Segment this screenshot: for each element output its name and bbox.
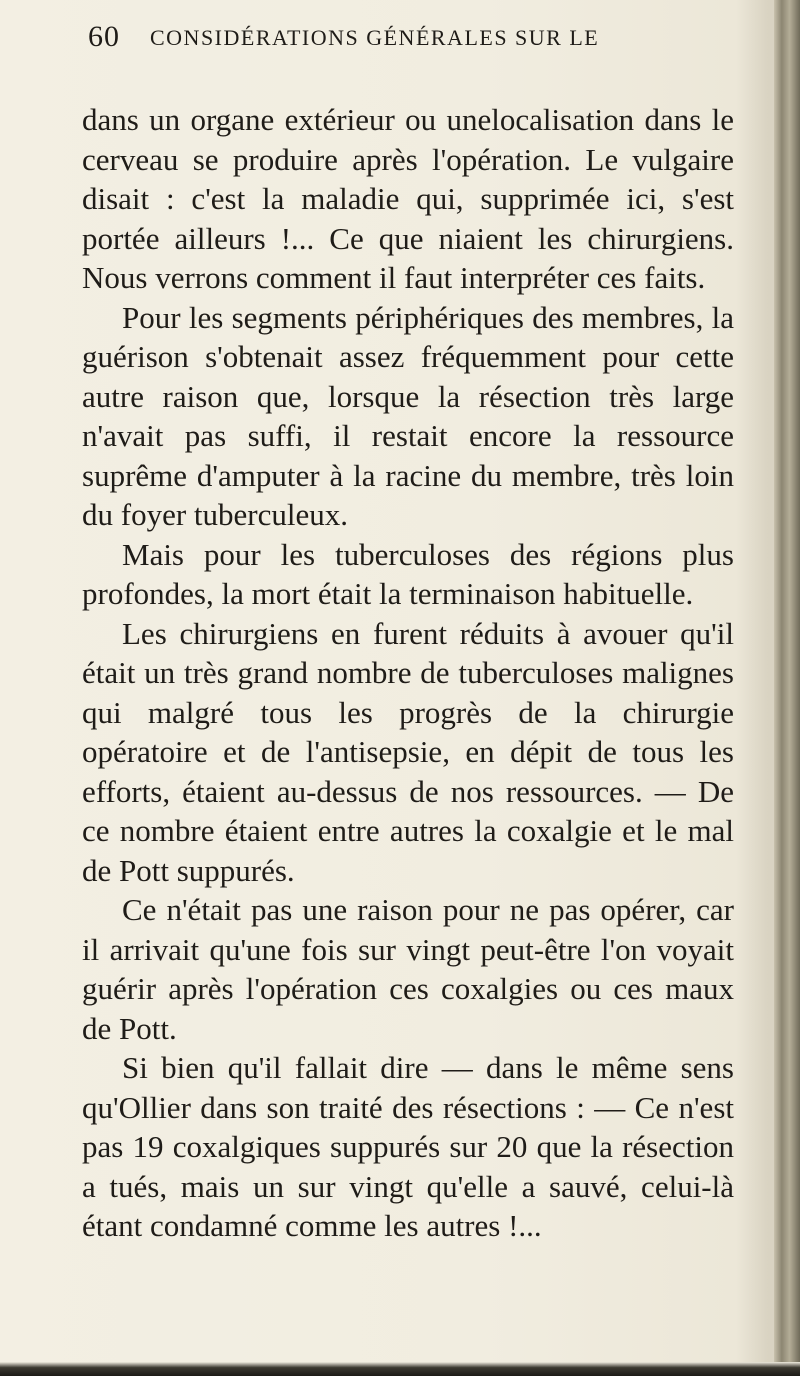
paragraph-3: Mais pour les tuberculoses des régions plus profondes, la mort était la terminaison habituelle. [82, 536, 734, 611]
running-head: CONSIDÉRATIONS GÉNÉRALES SUR LE [150, 25, 600, 50]
book-spine-edge [774, 0, 800, 1376]
page-header [88, 14, 728, 54]
paragraph-6: Si bien qu'il fallait dire — dans le même sens qu'Ollier dans son traité des résections : — Ce n'est pas 19 coxalgiques suppurés sur 20 que la résection a tués, mais un sur vingt qu'elle a sauvé, celui-là étant condamné comme les autres !... [82, 1050, 734, 1243]
paragraph-5: Ce n'était pas une raison pour ne pas opérer, car il arrivait qu'une fois sur vingt peut-être l'on voyait guérir après l'opération ces coxalgies ou ces maux de Pott. [82, 892, 734, 1046]
paragraph-2: Pour les segments périphériques des membres, la guérison s'obtenait assez fréquemment pour cette autre raison que, lorsque la résection très large n'avait pas suffi, il restait encore la ressource suprême d'amputer à la racine du membre, très loin du foyer tuberculeux. [82, 299, 734, 532]
page-bottom-edge [0, 1362, 800, 1376]
paragraph-1: dans un organe extérieur ou unelocalisation dans le cerveau se produire après l'opération. Le vulgaire disait : c'est la maladie qui, supprimée ici, s'est portée ailleurs !... Ce que niaient les chirurgiens. Nous verrons comment il faut interpréter ces faits. [82, 102, 734, 295]
paragraph-4: Les chirurgiens en furent réduits à avouer qu'il était un très grand nombre de tuberculoses malignes qui malgré tous les progrès de la chirurgie opératoire et de l'antisepsie, en dépit de tous les efforts, étaient au-dessus de nos ressources. — De ce nombre étaient entre autres la coxalgie et le mal de Pott suppurés. [82, 615, 734, 888]
page-number: 60 [88, 20, 120, 53]
body-text [82, 100, 734, 1246]
